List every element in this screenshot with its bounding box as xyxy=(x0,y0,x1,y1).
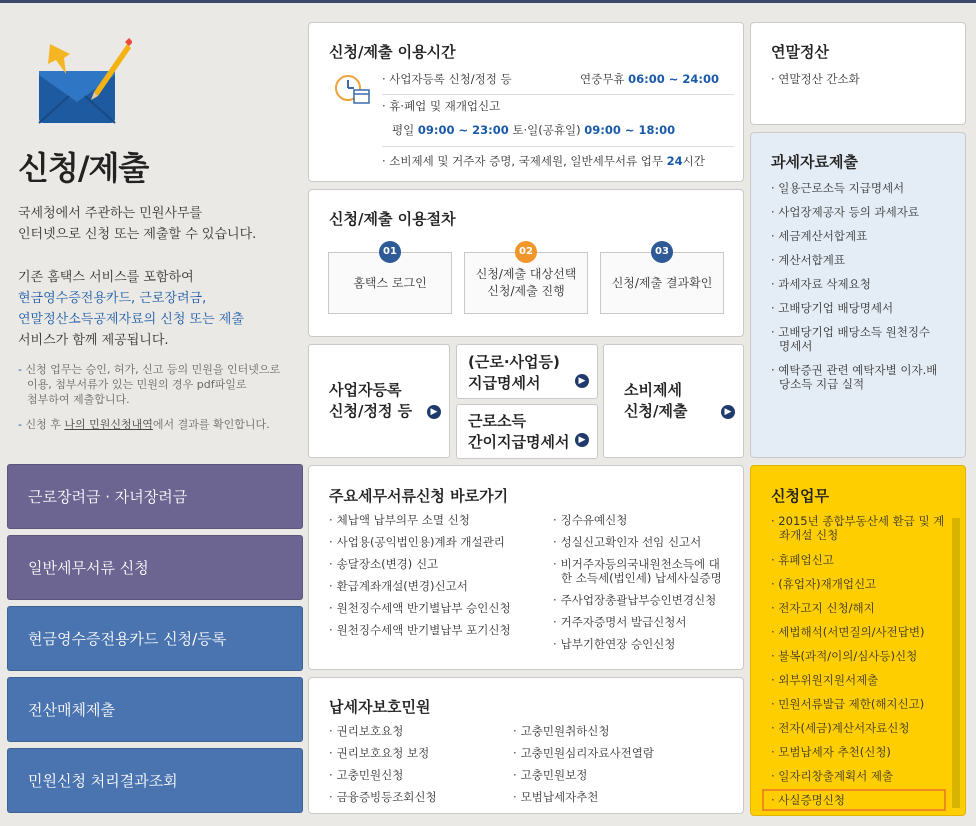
apply-link-fact-certificate[interactable]: · 사실증명신청 xyxy=(771,793,845,807)
nav-earned-income-credit-button[interactable]: 근로장려금 · 자녀장려금 xyxy=(7,464,303,529)
year-end-link[interactable]: · 연말정산 간소화 xyxy=(771,72,860,86)
doc-link-cont[interactable]: 한 소득세(법인세) 납세사실증명 xyxy=(561,571,722,585)
arrow-right-icon: ▶ xyxy=(575,374,589,388)
doc-link[interactable]: · 납부기한연장 승인신청 xyxy=(553,637,675,651)
top-border xyxy=(0,0,976,3)
protection-link[interactable]: · 고충민원심리자료사전열람 xyxy=(513,746,654,760)
apply-link[interactable]: · (휴업자)재개업신고 xyxy=(771,577,877,591)
arrow-right-icon: ▶ xyxy=(575,433,589,447)
step-2-box: 신청/제출 대상선택 신청/제출 진행 xyxy=(464,252,588,314)
step-1-badge: 01 xyxy=(379,241,401,263)
protection-link[interactable]: · 금융증빙등조회신청 xyxy=(329,790,437,804)
payment-statement-label: (근로·사업등) 지급명세서 xyxy=(468,353,560,392)
protection-link[interactable]: · 고충민원신청 xyxy=(329,768,403,782)
tax-data-link[interactable]: · 세금계산서합계표 xyxy=(771,229,868,243)
taxpayer-protection-title: 납세자보호민원 xyxy=(329,698,431,716)
tax-data-link[interactable]: · 고배당기업 배당소득 원천징수 xyxy=(771,325,931,339)
nav-general-tax-docs-button[interactable]: 일반세무서류 신청 xyxy=(7,535,303,600)
time-row-biz-reg-hours: 연중무휴 06:00 ~ 24:00 xyxy=(580,72,719,86)
intro-services: 기존 홈택스 서비스를 포함하여 현금영수증전용카드, 근로장려금, 연말정산소득공제자료의 신청 또는 제출 서비스가 함께 제공됩니다. xyxy=(18,270,244,348)
time-row-consumption: · 소비제세 및 거주자 증명, 국제세원, 일반세무서류 업무 24시간 xyxy=(382,154,705,168)
tax-data-link[interactable]: · 예탁증권 관련 예탁자별 이자.배 xyxy=(771,363,938,377)
tax-data-title: 과세자료제출 xyxy=(771,153,858,171)
doc-link[interactable]: · 성실신고확인자 선임 신고서 xyxy=(553,535,701,549)
step-1-box: 홈택스 로그인 xyxy=(328,252,452,314)
apply-scrollbar[interactable] xyxy=(952,518,960,808)
page-title: 신청/제출 xyxy=(18,149,149,187)
apply-link-cont[interactable]: 좌개설 신청 xyxy=(779,528,839,542)
year-end-title: 연말정산 xyxy=(771,43,829,61)
step-3-badge: 03 xyxy=(651,241,673,263)
doc-link[interactable]: · 거주자증명서 발급신청서 xyxy=(553,615,687,629)
time-row-closure: · 휴·폐업 및 재개업신고 xyxy=(382,99,501,113)
apply-link[interactable]: · 전자고지 신청/해지 xyxy=(771,601,875,615)
doc-link[interactable]: · 주사업장총괄납부승인변경신청 xyxy=(553,593,716,607)
tax-data-link-cont[interactable]: 당소득 지급 실적 xyxy=(779,377,865,391)
doc-link[interactable]: · 원천징수세액 반기별납부 승인신청 xyxy=(329,601,511,615)
arrow-right-icon: ▶ xyxy=(427,405,441,419)
notice-1: - 신청 업무는 승인, 허가, 신고 등의 민원을 인터넷으로 이용, 첨부서류가 있는 민원의 경우 pdf파일로 첨부하여 제출합니다. xyxy=(18,363,281,406)
protection-link[interactable]: · 고충민원취하신청 xyxy=(513,724,610,738)
apply-link[interactable]: · 민원서류발급 제한(해지신고) xyxy=(771,697,925,711)
apply-link[interactable]: · 2015년 종합부동산세 환급 및 계 xyxy=(771,514,945,528)
protection-link[interactable]: · 고충민원보정 xyxy=(513,768,587,782)
consumption-tax-label: 소비제세 신청/제출 xyxy=(624,381,688,420)
doc-link[interactable]: · 원천징수세액 반기별납부 포기신청 xyxy=(329,623,511,637)
doc-link[interactable]: · 체납액 납부의무 소멸 신청 xyxy=(329,513,470,527)
tax-data-link[interactable]: · 고배당기업 배당명세서 xyxy=(771,301,894,315)
step-2-badge: 02 xyxy=(515,241,537,263)
tax-data-link[interactable]: · 과세자료 삭제요청 xyxy=(771,277,871,291)
tax-data-link-cont[interactable]: 명세서 xyxy=(779,339,813,353)
doc-link[interactable]: · 징수유예신청 xyxy=(553,513,627,527)
nav-cash-receipt-card-button[interactable]: 현금영수증전용카드 신청/등록 xyxy=(7,606,303,671)
doc-link[interactable]: · 비거주자등의국내원천소득에 대 xyxy=(553,557,720,571)
biz-registration-label: 사업자등록 신청/정정 등 xyxy=(329,381,413,420)
tax-data-link[interactable]: · 계산서합계표 xyxy=(771,253,845,267)
apply-link[interactable]: · 전자(세금)계산서자료신청 xyxy=(771,721,910,735)
apply-title: 신청업무 xyxy=(771,487,829,505)
divider xyxy=(382,146,734,147)
clock-calendar-icon xyxy=(334,72,372,106)
divider xyxy=(382,94,734,95)
usage-time-title: 신청/제출 이용시간 xyxy=(329,43,456,61)
tax-data-link[interactable]: · 일용근로소득 지급명세서 xyxy=(771,181,905,195)
selected-item-highlight xyxy=(762,789,946,811)
protection-link[interactable]: · 모범납세자추천 xyxy=(513,790,598,804)
apply-link[interactable]: · 외부위원지원서제출 xyxy=(771,673,879,687)
time-row-biz-reg: · 사업자등록 신청/정정 등 xyxy=(382,72,512,86)
doc-link[interactable]: · 송달장소(변경) 신고 xyxy=(329,557,438,571)
protection-link[interactable]: · 권리보호요청 보정 xyxy=(329,746,429,760)
apply-link[interactable]: · 일자리창출계획서 제출 xyxy=(771,769,894,783)
major-docs-title: 주요세무서류신청 바로가기 xyxy=(329,487,509,505)
apply-link[interactable]: · 모범납세자 추천(신청) xyxy=(771,745,891,759)
tax-data-link[interactable]: · 사업장제공자 등의 과세자료 xyxy=(771,205,919,219)
envelope-pencil-icon xyxy=(36,34,132,130)
intro-description: 국세청에서 주관하는 민원사무를 인터넷으로 신청 또는 제출할 수 있습니다. xyxy=(18,206,257,242)
procedure-title: 신청/제출 이용절차 xyxy=(329,210,456,228)
simple-statement-label: 근로소득 간이지급명세서 xyxy=(468,412,570,451)
time-row-closure-hours: 평일 09:00 ~ 23:00 토·일(공휴일) 09:00 ~ 18:00 xyxy=(392,123,676,137)
doc-link[interactable]: · 사업용(공익법인용)계좌 개설관리 xyxy=(329,535,505,549)
apply-link[interactable]: · 휴폐업신고 xyxy=(771,553,834,567)
apply-link[interactable]: · 불복(과적/이의/심사등)신청 xyxy=(771,649,918,663)
protection-link[interactable]: · 권리보호요청 xyxy=(329,724,403,738)
notice-2: - 신청 후 나의 민원신청내역에서 결과를 확인합니다. xyxy=(18,418,270,431)
nav-electronic-media-button[interactable]: 전산매체제출 xyxy=(7,677,303,742)
my-applications-link[interactable]: 나의 민원신청내역 xyxy=(64,418,153,431)
step-3-box: 신청/제출 결과확인 xyxy=(600,252,724,314)
apply-link[interactable]: · 세법해석(서면질의/사전답변) xyxy=(771,625,925,639)
doc-link[interactable]: · 환급계좌개설(변경)신고서 xyxy=(329,579,468,593)
nav-application-result-button[interactable]: 민원신청 처리결과조회 xyxy=(7,748,303,813)
arrow-right-icon: ▶ xyxy=(721,405,735,419)
